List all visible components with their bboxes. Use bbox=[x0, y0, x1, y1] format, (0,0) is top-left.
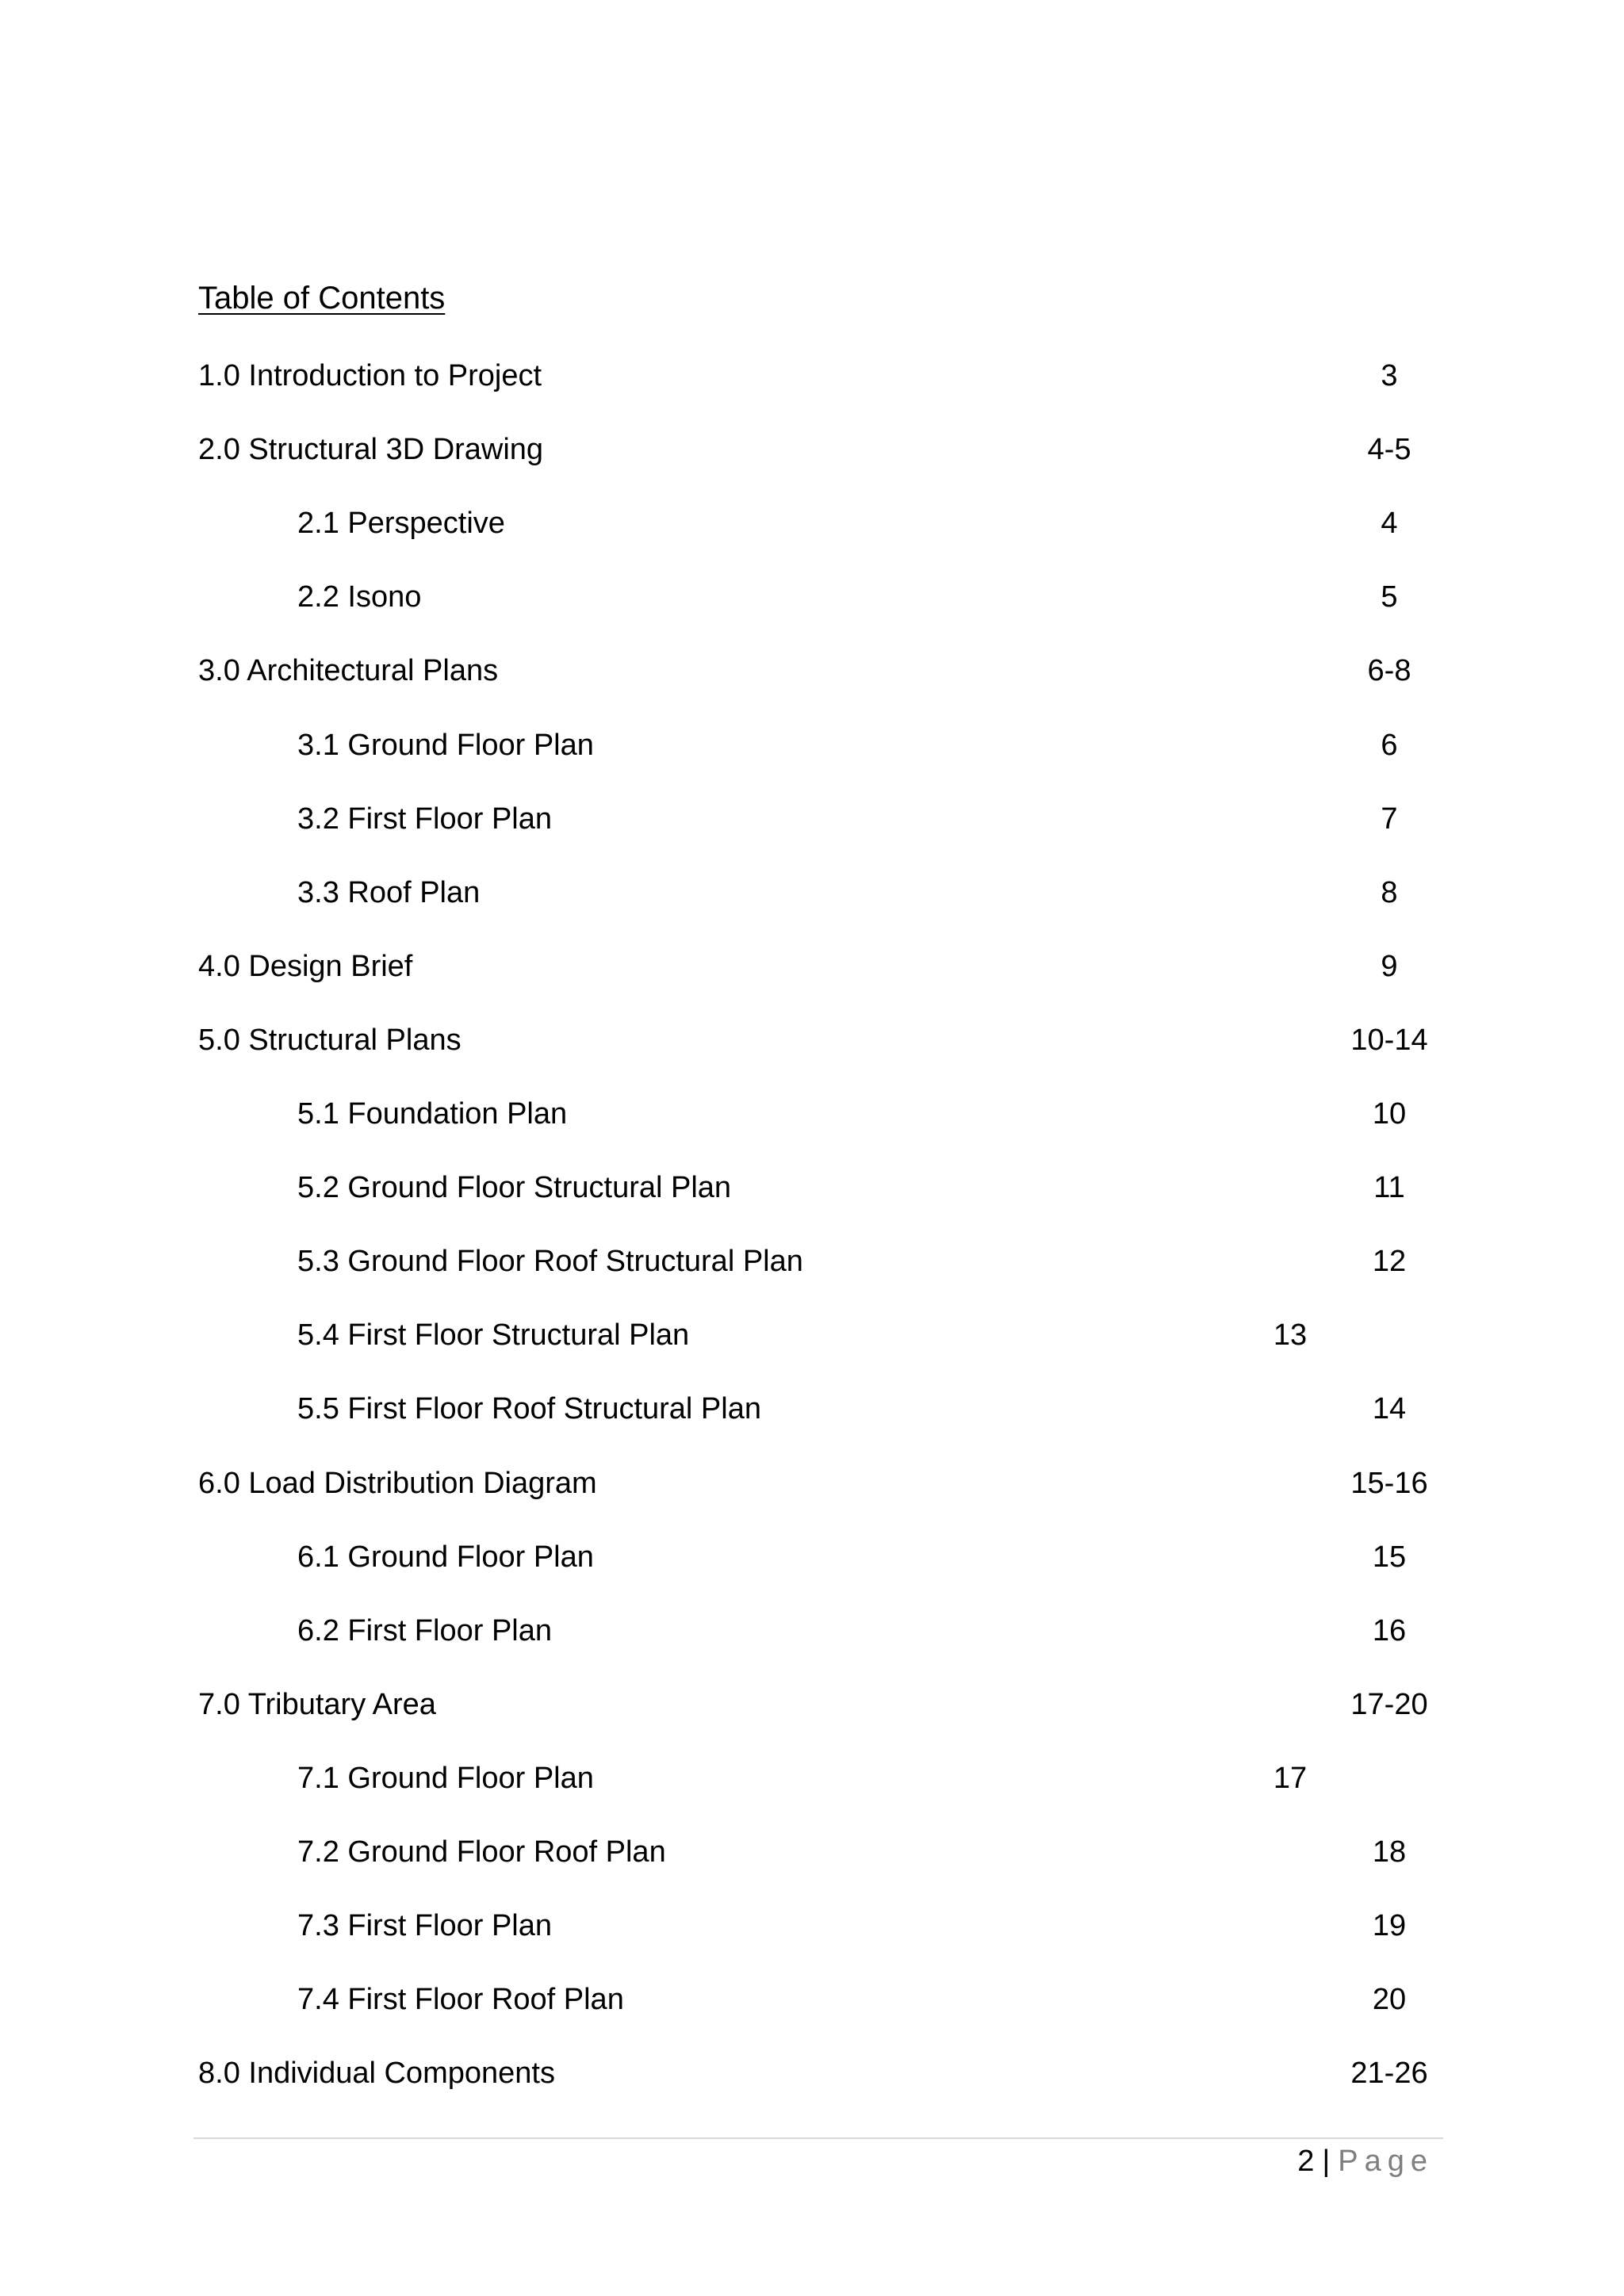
toc-entry-page: 7 bbox=[1381, 802, 1398, 836]
toc-entry bbox=[0, 1907, 1624, 1945]
toc-entry bbox=[0, 800, 1624, 838]
toc-entry-page: 4 bbox=[1381, 507, 1398, 540]
toc-entry-label: 7.1 Ground Floor Plan bbox=[297, 1762, 594, 1795]
toc-entry-label: 7.0 Tributary Area bbox=[198, 1688, 436, 1721]
toc-entry-label: 2.0 Structural 3D Drawing bbox=[198, 433, 544, 466]
toc-entry bbox=[0, 1169, 1624, 1207]
toc-entry-label: 3.3 Roof Plan bbox=[297, 876, 481, 909]
toc-entry-label: 5.1 Foundation Plan bbox=[297, 1097, 568, 1131]
toc-entry-page: 10-14 bbox=[1350, 1024, 1428, 1057]
toc-entry-label: 3.2 First Floor Plan bbox=[297, 802, 552, 836]
toc-entry bbox=[0, 1686, 1624, 1724]
toc-entry-page: 6-8 bbox=[1367, 654, 1411, 687]
toc-entry bbox=[0, 2054, 1624, 2092]
toc-entry-page: 19 bbox=[1372, 1909, 1407, 1942]
toc-entry bbox=[0, 578, 1624, 616]
footer-separator: | bbox=[1322, 2145, 1331, 2178]
toc-entry bbox=[0, 652, 1624, 690]
toc-entry-label: 6.2 First Floor Plan bbox=[297, 1614, 552, 1647]
toc-entry bbox=[0, 1759, 1624, 1797]
toc-entry-label: 5.2 Ground Floor Structural Plan bbox=[297, 1171, 732, 1204]
toc-entry bbox=[0, 430, 1624, 469]
toc-entry bbox=[0, 1538, 1624, 1576]
toc-entry-label: 3.0 Architectural Plans bbox=[198, 654, 499, 687]
toc-entry-label: 8.0 Individual Components bbox=[198, 2057, 555, 2090]
toc-entry-label: 4.0 Design Brief bbox=[198, 950, 413, 983]
toc-entry-page: 21-26 bbox=[1350, 2057, 1428, 2090]
toc-entry-page: 4-5 bbox=[1367, 433, 1411, 466]
toc-entry-label: 1.0 Introduction to Project bbox=[198, 359, 542, 392]
toc-entry bbox=[0, 1464, 1624, 1502]
toc-entry-label: 2.1 Perspective bbox=[297, 507, 505, 540]
toc-entry bbox=[0, 947, 1624, 985]
toc-entry-label: 5.4 First Floor Structural Plan bbox=[297, 1318, 690, 1352]
toc-entry bbox=[0, 874, 1624, 912]
toc-entry-page: 9 bbox=[1381, 950, 1398, 983]
toc-entry-label: 7.2 Ground Floor Roof Plan bbox=[297, 1835, 666, 1869]
toc-entry bbox=[0, 1242, 1624, 1280]
toc-entry-label: 7.4 First Floor Roof Plan bbox=[297, 1983, 624, 2016]
toc-entry-page: 18 bbox=[1372, 1835, 1407, 1869]
toc-entry-page: 8 bbox=[1381, 876, 1398, 909]
toc-entry bbox=[0, 1390, 1624, 1428]
toc-title: Table of Contents bbox=[198, 281, 446, 316]
toc-entry bbox=[0, 504, 1624, 542]
toc-entry-page: 6 bbox=[1381, 729, 1398, 762]
toc-entry-page: 13 bbox=[1273, 1318, 1308, 1352]
toc-entry-label: 6.0 Load Distribution Diagram bbox=[198, 1467, 597, 1500]
toc-entry-page: 15 bbox=[1372, 1540, 1407, 1574]
page-footer bbox=[1297, 2142, 1434, 2180]
toc-entry-page: 15-16 bbox=[1350, 1467, 1428, 1500]
toc-entry bbox=[0, 1021, 1624, 1059]
toc-entry bbox=[0, 1833, 1624, 1871]
toc-entry-label: 6.1 Ground Floor Plan bbox=[297, 1540, 594, 1574]
toc-entry bbox=[0, 1980, 1624, 2019]
toc-entry-page: 3 bbox=[1381, 359, 1398, 392]
toc-entry-page: 16 bbox=[1372, 1614, 1407, 1647]
toc-entry bbox=[0, 357, 1624, 395]
page-number: 2 bbox=[1297, 2145, 1315, 2178]
toc-entry bbox=[0, 1316, 1624, 1354]
toc-entry-page: 17-20 bbox=[1350, 1688, 1428, 1721]
toc-entry bbox=[0, 726, 1624, 764]
toc-entry-page: 10 bbox=[1372, 1097, 1407, 1131]
toc-entry-label: 5.5 First Floor Roof Structural Plan bbox=[297, 1392, 761, 1425]
toc-entry-page: 12 bbox=[1372, 1245, 1407, 1278]
toc-entry-page: 5 bbox=[1381, 580, 1398, 614]
toc-entry bbox=[0, 1095, 1624, 1133]
toc-entry bbox=[0, 1612, 1624, 1650]
toc-entry-label: 3.1 Ground Floor Plan bbox=[297, 729, 594, 762]
toc-entry-label: 7.3 First Floor Plan bbox=[297, 1909, 552, 1942]
toc-entry-label: 5.0 Structural Plans bbox=[198, 1024, 462, 1057]
toc-entry-page: 11 bbox=[1373, 1171, 1405, 1204]
toc-entry-label: 2.2 Isono bbox=[297, 580, 422, 614]
footer-divider bbox=[193, 2137, 1443, 2139]
page-word: Page bbox=[1338, 2145, 1434, 2178]
toc-entry-label: 5.3 Ground Floor Roof Structural Plan bbox=[297, 1245, 803, 1278]
toc-entry-page: 14 bbox=[1372, 1392, 1407, 1425]
toc-entry-page: 17 bbox=[1273, 1762, 1308, 1795]
toc-entry-page: 20 bbox=[1372, 1983, 1407, 2016]
